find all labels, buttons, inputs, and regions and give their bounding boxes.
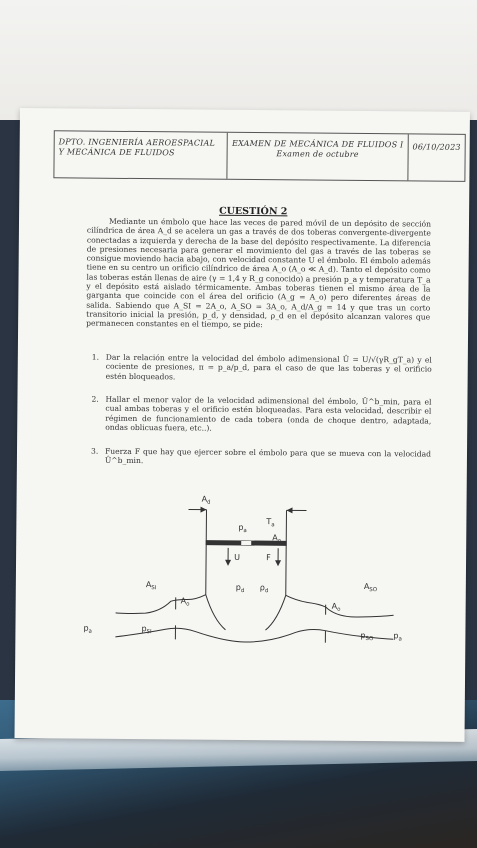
ad-arrowhead-left: [200, 507, 206, 513]
label-pa-left: $p_a$: [83, 623, 92, 635]
question-2: [91, 395, 431, 435]
exam-cell: [227, 133, 408, 181]
ad-arrowhead-right: [286, 507, 292, 513]
label-u: U: [234, 552, 240, 562]
left-nozzle-top: [116, 594, 206, 614]
question-2-number: 2.: [91, 394, 99, 404]
exam-header: [53, 130, 465, 182]
statement-paragraph: Mediante un émbolo que hace las veces de pared móvil de un depósito de sección cilíndrica de área A_d se acelera un gas a través de dos toberas convergente-divergente conectadas a izquierda y derecha de la base del depósito respectivamente. La diferencia de presiones necesaria para generar el movimiento del gas a través de las toberas se consigue moviendo hacia abajo, con velocidad constante U el émbolo. El émbolo además tiene en su centro un orificio cilíndrico de área A_o (A_o ≪ A_d). Tanto el depósito como las toberas están llenas de aire (γ = 1,4 y R_g conocido) a presión p_a y temperatura T_a y el depósito está aislado térmicamente. Ambas toberas tienen el mismo área de la garganta que coincide con el área del orificio (A_g = A_o) pero diferentes áreas de salida. Sabiendo que A_SI = 2A_o, A_SO = 3A_o, A_d/A_g = 14 y que tras un corto transitorio inicial la presión, p_d, y densidad, ρ_d en el depósito alcanzan valores que permanecen constantes en el tiempo, se pide:: [86, 216, 432, 330]
exam-title: EXAMEN DE MECÁNICA DE FLUIDOS I: [231, 138, 404, 150]
label-pa-right: $p_a$: [393, 631, 402, 643]
question-1: [92, 353, 432, 384]
tank-left-wall: [205, 510, 226, 630]
f-arrowhead: [275, 560, 281, 566]
background-top: [0, 0, 477, 120]
question-title: CUESTIÓN 2: [219, 205, 288, 218]
question-3: [91, 447, 431, 469]
label-rho: $\rho_d$: [259, 583, 269, 595]
question-2-text: Hallar el menor valor de la velocidad adimensional del émbolo, Û^b_min, para el cual ambas toberas y el orificio estén bloqueadas. Para esta velocidad, describir el régimen de funcionamiento de cada tobera (onda de choque dentro, adaptada, ondas oblicuas fuera, etc..).: [105, 394, 432, 433]
tank-right-wall: [265, 510, 286, 630]
piston-orifice: [241, 541, 251, 545]
label-ta: $T_a$: [266, 517, 275, 529]
exam-page: [15, 108, 470, 742]
label-ao-piston: $A_o$: [272, 533, 282, 545]
question-3-text: Fuerza F que hay que ejercer sobre el émbolo para que se mueva con la velocidad Û^b_min.: [104, 446, 432, 466]
date-cell: 06/10/2023: [412, 142, 461, 152]
u-arrowhead: [225, 560, 231, 566]
bottom-wall: [115, 628, 393, 644]
question-3-number: 3.: [90, 446, 99, 456]
nozzle-diagram: [75, 489, 437, 692]
label-ad: $A_d$: [201, 494, 211, 506]
problem-statement: [86, 217, 431, 332]
label-asi: $A_{SI}$: [145, 580, 157, 592]
department-line-2: Y MECÁNICA DE FLUIDOS: [58, 147, 175, 158]
exam-subtitle: Examen de octubre: [276, 149, 359, 159]
question-1-text: Dar la relación entre la velocidad del émbolo adimensional Û = U/√(γR_gT_a) y el cociente de presiones, π = p_a/p_d, para el caso de que las toberas y el orificio estén bloqueados.: [105, 352, 432, 381]
label-ao-right: $A_o$: [331, 601, 341, 613]
label-aso: $A_{SO}$: [363, 582, 378, 594]
label-pd: $p_d$: [235, 582, 245, 594]
department-line-1: DPTO. INGENIERÍA AEROESPACIAL: [58, 137, 216, 148]
label-pa-top: $p_a$: [238, 522, 247, 534]
department-cell: [54, 131, 227, 179]
label-psi: $p_{SI}$: [141, 624, 152, 636]
label-ao-left: $A_o$: [180, 596, 190, 608]
label-pso: $p_{SO}$: [360, 630, 374, 643]
question-1-number: 1.: [91, 352, 100, 362]
label-f: F: [266, 553, 271, 563]
